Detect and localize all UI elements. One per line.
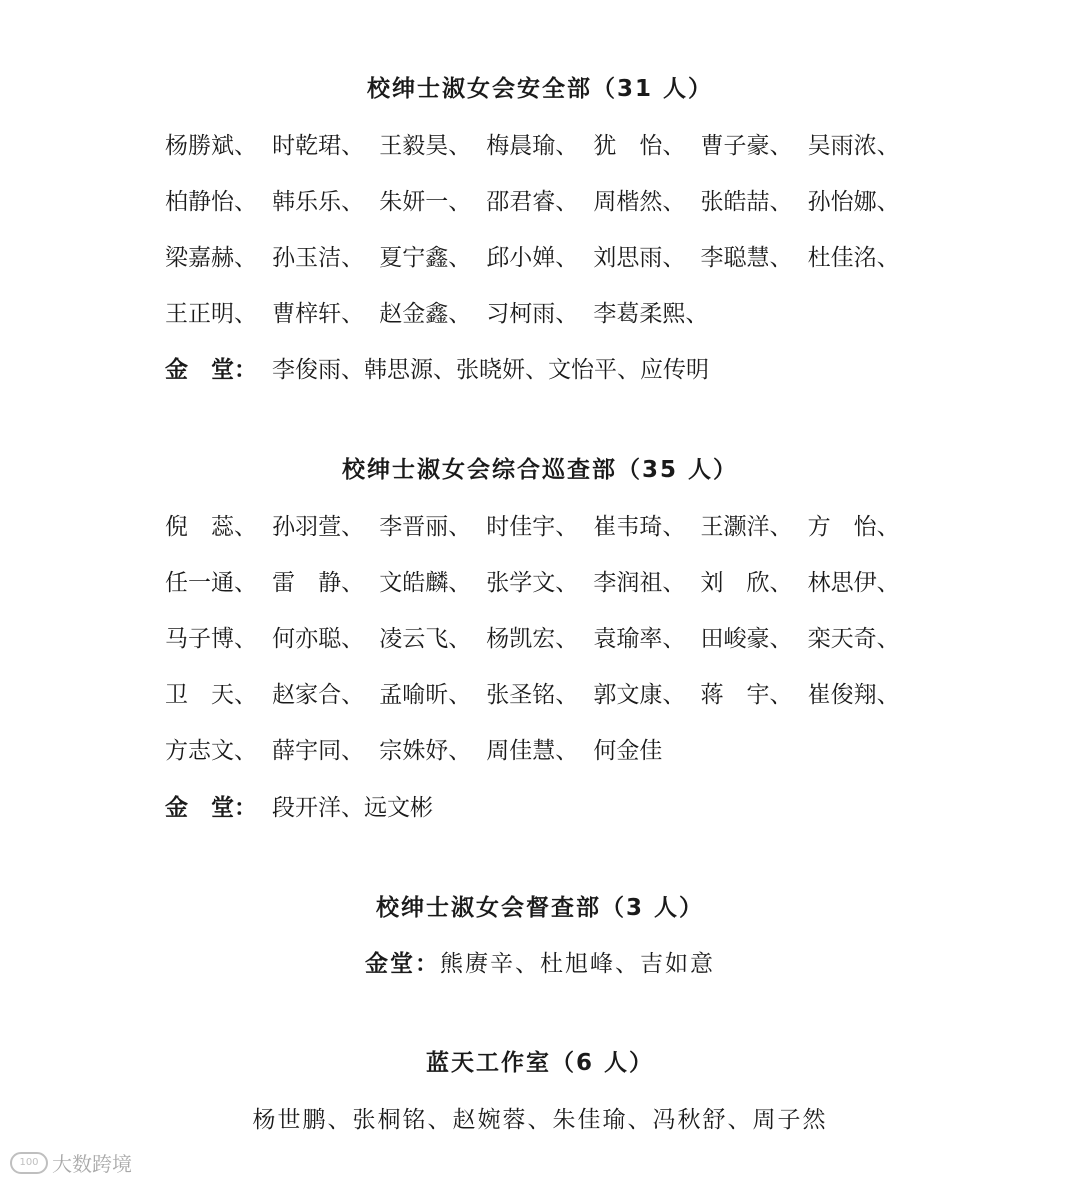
name-cell: 犹 怡、	[593, 133, 686, 159]
jintang-row-supervision	[0, 944, 1080, 984]
section-title-supervision: 校绅士淑女会督查部（3 人）	[375, 895, 704, 921]
name-row	[165, 294, 709, 334]
name-cell: 王正明、	[165, 301, 257, 327]
name-row	[165, 507, 915, 547]
name-cell: 邵君睿、	[486, 189, 579, 215]
name-cell: 梁嘉赫、	[165, 245, 257, 271]
name-cell: 方 怡、	[807, 514, 900, 540]
name-cell: 倪 蕊、	[165, 514, 257, 540]
name-cell: 梅晨瑜、	[486, 133, 579, 159]
name-cell: 李润祖、	[593, 570, 686, 596]
section-title-safety: 校绅士淑女会安全部（31 人）	[366, 76, 713, 102]
jintang-row-patrol	[165, 788, 433, 828]
jintang-row-safety	[165, 350, 709, 390]
name-cell: 周佳慧、	[486, 738, 579, 764]
name-cell: 孙羽萱、	[272, 514, 365, 540]
name-row	[165, 619, 915, 659]
name-cell: 邱小婵、	[486, 245, 579, 271]
name-cell: 孟喻昕、	[379, 682, 472, 708]
name-cell: 雷 静、	[272, 570, 365, 596]
name-cell: 何金佳	[593, 738, 663, 764]
jintang-label: 金 堂：	[165, 795, 257, 821]
name-cell: 李葛柔熙、	[593, 301, 709, 327]
section-title-patrol: 校绅士淑女会综合巡查部（35 人）	[341, 457, 738, 483]
name-cell: 杨勝斌、	[165, 133, 257, 159]
name-cell: 曹子豪、	[700, 133, 793, 159]
jintang-names: 熊赓辛、杜旭峰、吉如意	[440, 951, 715, 977]
name-cell: 吴雨浓、	[807, 133, 900, 159]
name-cell: 时佳宇、	[486, 514, 579, 540]
name-cell: 薛宇同、	[272, 738, 365, 764]
name-cell: 文皓麟、	[379, 570, 472, 596]
name-row	[165, 126, 915, 166]
name-cell: 柏静怡、	[165, 189, 257, 215]
name-cell: 夏宁鑫、	[379, 245, 472, 271]
name-cell: 田峻豪、	[700, 626, 793, 652]
names-line-studio: 杨世鹏、张桐铭、赵婉蓉、朱佳瑜、冯秋舒、周子然	[252, 1107, 828, 1133]
name-cell: 方志文、	[165, 738, 257, 764]
name-cell: 王灏洋、	[700, 514, 793, 540]
name-cell: 刘思雨、	[593, 245, 686, 271]
name-cell: 赵金鑫、	[379, 301, 472, 327]
name-cell: 曹梓轩、	[272, 301, 365, 327]
name-cell: 习柯雨、	[486, 301, 579, 327]
name-cell: 林思伊、	[807, 570, 900, 596]
name-cell: 崔韦琦、	[593, 514, 686, 540]
name-row	[165, 675, 915, 715]
name-cell: 朱妍一、	[379, 189, 472, 215]
jintang-label: 金堂：	[365, 951, 440, 977]
name-row	[165, 731, 700, 771]
name-cell: 郭文康、	[593, 682, 686, 708]
name-cell: 凌云飞、	[379, 626, 472, 652]
name-cell: 韩乐乐、	[272, 189, 365, 215]
name-cell: 任一通、	[165, 570, 257, 596]
watermark	[10, 1148, 132, 1177]
watermark-logo-icon: 100	[10, 1152, 48, 1174]
name-cell: 卫 天、	[165, 682, 257, 708]
jintang-names: 段开洋、远文彬	[272, 795, 433, 821]
name-cell: 周楷然、	[593, 189, 686, 215]
name-cell: 崔俊翔、	[807, 682, 900, 708]
name-cell: 时乾珺、	[272, 133, 365, 159]
name-cell: 孙怡娜、	[807, 189, 900, 215]
watermark-text: 大数跨境	[52, 1152, 132, 1176]
name-cell: 孙玉洁、	[272, 245, 365, 271]
name-cell: 赵家合、	[272, 682, 365, 708]
name-cell: 杨凯宏、	[486, 626, 579, 652]
name-cell: 栾天奇、	[807, 626, 900, 652]
name-cell: 李晋丽、	[379, 514, 472, 540]
name-cell: 马子博、	[165, 626, 257, 652]
name-cell: 刘 欣、	[700, 570, 793, 596]
name-cell: 何亦聪、	[272, 626, 365, 652]
name-row	[165, 563, 915, 603]
section-title-studio: 蓝天工作室（6 人）	[425, 1050, 654, 1076]
name-row	[165, 182, 915, 222]
name-cell: 张圣铭、	[486, 682, 579, 708]
name-cell: 杜佳洺、	[807, 245, 900, 271]
name-cell: 王毅昊、	[379, 133, 472, 159]
name-cell: 宗姝妤、	[379, 738, 472, 764]
name-cell: 袁瑜率、	[593, 626, 686, 652]
name-cell: 张学文、	[486, 570, 579, 596]
name-cell: 张皓喆、	[700, 189, 793, 215]
jintang-names: 李俊雨、韩思源、张晓妍、文怡平、应传明	[272, 357, 709, 383]
jintang-label: 金 堂：	[165, 357, 257, 383]
name-cell: 蒋 宇、	[700, 682, 793, 708]
name-row	[165, 238, 915, 278]
name-cell: 李聪慧、	[700, 245, 793, 271]
